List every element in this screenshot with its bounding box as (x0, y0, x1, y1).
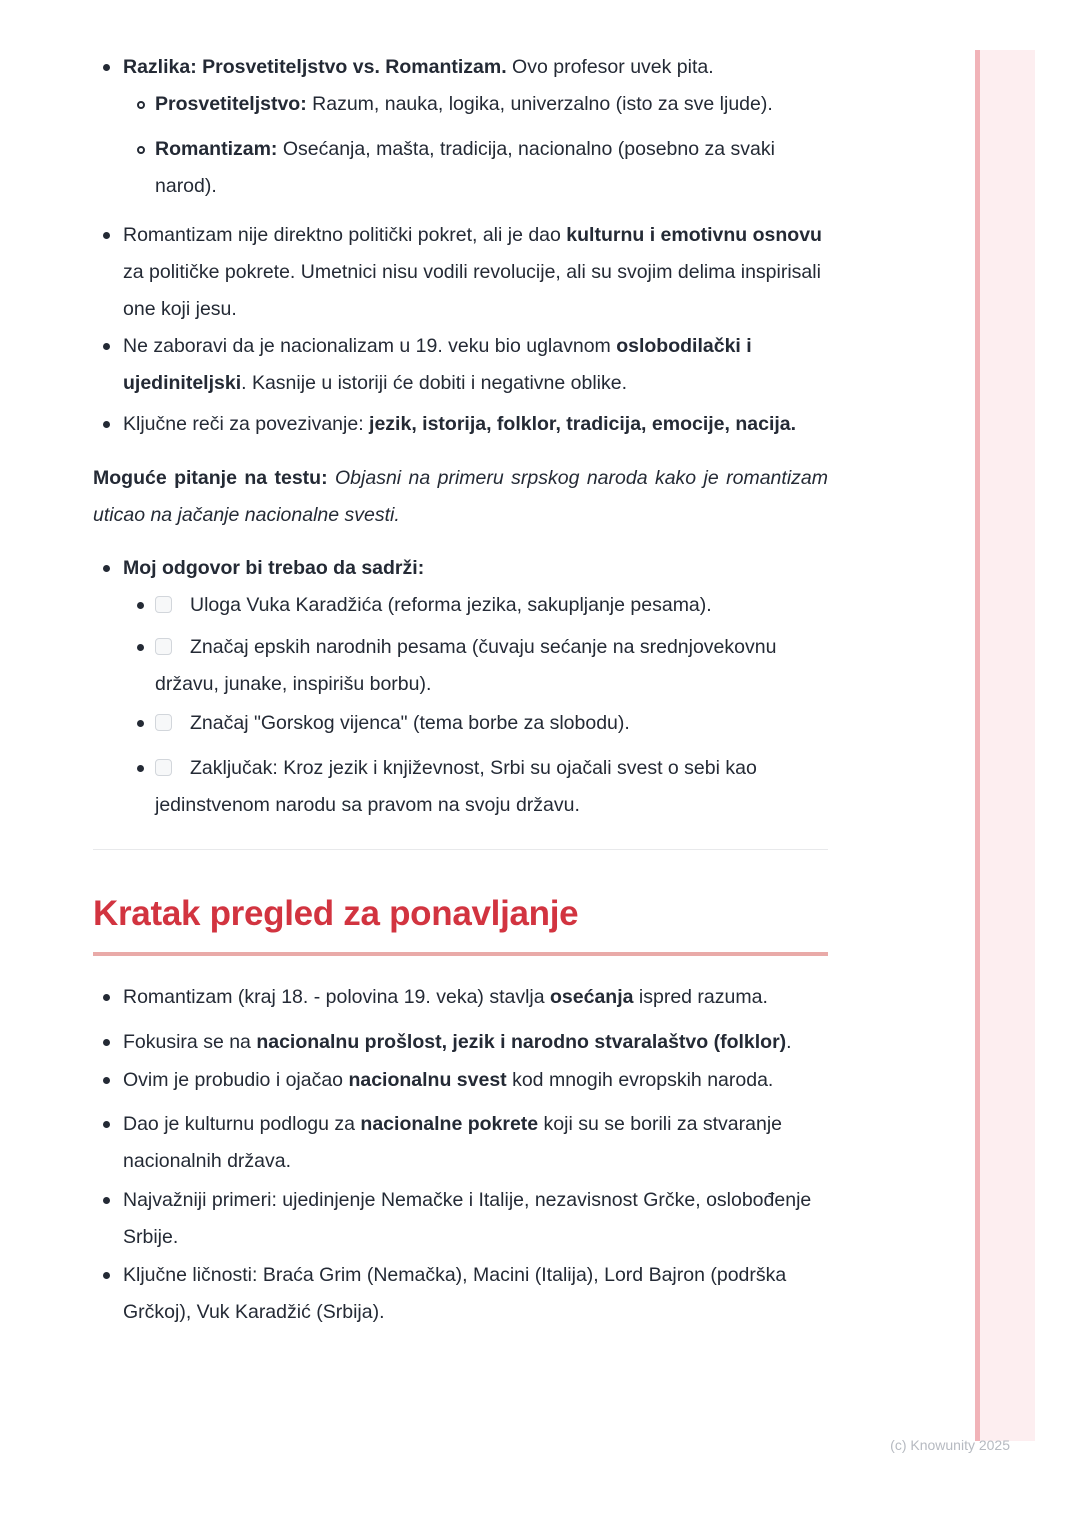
checklist-item-text: Značaj "Gorskog vijenca" (tema borbe za slobodu). (190, 712, 630, 734)
list-item (93, 406, 828, 443)
list-item (93, 328, 828, 402)
page-edge-stripe (975, 50, 1035, 1441)
bullet-icon (103, 343, 110, 350)
list-item (93, 1257, 828, 1331)
bullet-icon (103, 1272, 110, 1279)
list-item (93, 550, 828, 587)
bullet-icon (103, 994, 110, 1001)
list-item-text: Dao je kulturnu podlogu za nacionalne pokrete koji su se borili za stvaranje nacionalnih država. (123, 1113, 782, 1172)
list-item (93, 1182, 828, 1256)
bullet-icon (103, 421, 110, 428)
circle-bullet-icon (137, 146, 145, 154)
checkbox-icon[interactable] (155, 596, 172, 613)
checkbox-icon[interactable] (155, 759, 172, 776)
list-item-text: Ključne reči za povezivanje: jezik, istorija, folklor, tradicija, emocije, nacija. (123, 413, 797, 435)
section-heading: Kratak pregled za ponavljanje (93, 894, 579, 933)
bullet-icon (103, 64, 110, 71)
bullet-icon (103, 1039, 110, 1046)
bullet-icon (103, 232, 110, 239)
circle-bullet-icon (137, 101, 145, 109)
list-item (93, 1024, 828, 1061)
list-item (93, 1106, 828, 1180)
list-item (93, 131, 828, 205)
checklist-item-text: Značaj epskih narodnih pesama (čuvaju sećanje na srednjovekovnu državu, junake, inspirišu borbu). (155, 636, 777, 695)
list-item-text: Romantizam (kraj 18. - polovina 19. veka) stavlja osećanja ispred razuma. (123, 986, 768, 1008)
checklist-item (93, 629, 828, 703)
list-item (93, 979, 828, 1016)
bullet-icon (137, 720, 144, 727)
checklist-item (93, 750, 828, 824)
bullet-icon (103, 565, 110, 572)
bullet-icon (137, 644, 144, 651)
list-item-text: Romantizam: Osećanja, mašta, tradicija, nacionalno (posebno za svaki narod). (155, 138, 775, 197)
list-item-text: Ne zaboravi da je nacionalizam u 19. veku bio uglavnom oslobodilački i ujediniteljski. Kasnije u istoriji će dobiti i negativne oblike. (123, 335, 752, 394)
checkbox-icon[interactable] (155, 714, 172, 731)
document-body (93, 0, 828, 1331)
list-item (93, 217, 828, 328)
list-item (93, 1062, 828, 1099)
checklist-item (93, 705, 828, 742)
bullet-icon (137, 765, 144, 772)
list-item-text: Ključne ličnosti: Braća Grim (Nemačka), Macini (Italija), Lord Bajron (podrška Grčkoj), Vuk Karadžić (Srbija). (123, 1264, 787, 1323)
list-item-text: Moj odgovor bi trebao da sadrži: (123, 557, 425, 579)
bullet-icon (103, 1121, 110, 1128)
checklist-item (93, 587, 828, 624)
copyright: (c) Knowunity 2025 (890, 1437, 1010, 1453)
list-item (93, 86, 828, 123)
bullet-icon (103, 1077, 110, 1084)
list-item-text: Romantizam nije direktno politički pokret, ali je dao kulturnu i emotivnu osnovu za političke pokrete. Umetnici nisu vodili revolucije, ali su svojim delima inspirisali one koji jesu. (123, 224, 822, 320)
list-item (93, 49, 828, 86)
section-divider (93, 849, 828, 850)
exam-question: Moguće pitanje na testu: Objasni na primeru srpskog naroda kako je romantizam uticao na jačanje nacionalne svesti. (93, 467, 828, 526)
bullet-icon (137, 602, 144, 609)
list-item-text: Najvažniji primeri: ujedinjenje Nemačke i Italije, nezavisnost Grčke, oslobođenje Srbije. (123, 1189, 812, 1248)
checkbox-icon[interactable] (155, 638, 172, 655)
list-item-text: Prosvetiteljstvo: Razum, nauka, logika, univerzalno (isto za sve ljude). (155, 93, 773, 115)
heading-underline (93, 952, 828, 956)
bullet-icon (103, 1197, 110, 1204)
list-item-text: Fokusira se na nacionalnu prošlost, jezik i narodno stvaralaštvo (folklor). (123, 1031, 792, 1053)
list-item-text: Ovim je probudio i ojačao nacionalnu svest kod mnogih evropskih naroda. (123, 1069, 774, 1091)
checklist-item-text: Zaključak: Kroz jezik i književnost, Srbi su ojačali svest o sebi kao jedinstvenom narodu sa pravom na svoju državu. (155, 757, 757, 816)
checklist-item-text: Uloga Vuka Karadžića (reforma jezika, sakupljanje pesama). (190, 594, 712, 616)
list-item-text: Razlika: Prosvetiteljstvo vs. Romantizam. Ovo profesor uvek pita. (123, 56, 714, 78)
